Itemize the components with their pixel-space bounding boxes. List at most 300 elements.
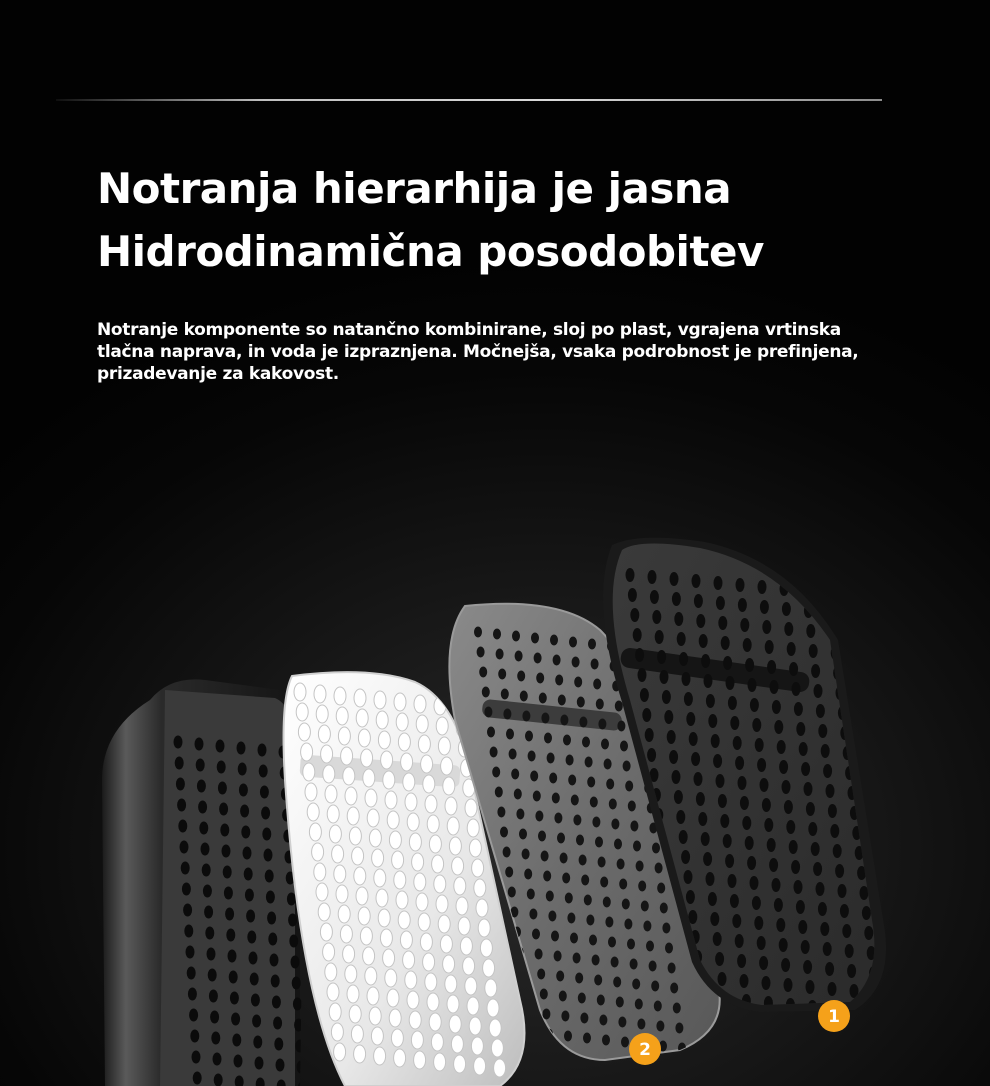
- hole: [818, 902, 827, 916]
- hole: [526, 1027, 534, 1038]
- hole: [535, 949, 543, 960]
- hole: [806, 802, 815, 816]
- hole: [651, 981, 659, 992]
- hole: [667, 730, 676, 744]
- hole: [451, 1035, 463, 1053]
- hole: [718, 794, 727, 808]
- hole: [396, 891, 408, 909]
- hole: [323, 943, 335, 961]
- hole: [577, 697, 585, 708]
- hole: [670, 572, 679, 586]
- hole: [733, 736, 742, 750]
- hole: [264, 849, 273, 862]
- hole: [628, 801, 636, 812]
- hole: [740, 974, 749, 988]
- hole: [524, 869, 532, 880]
- hole: [391, 1029, 403, 1047]
- hole: [747, 856, 756, 870]
- hole: [779, 760, 788, 774]
- hole: [329, 825, 341, 843]
- hole: [271, 975, 280, 988]
- hole: [517, 671, 525, 682]
- hole: [438, 915, 450, 933]
- hole: [672, 770, 681, 784]
- hole: [619, 879, 627, 890]
- hole: [358, 907, 370, 925]
- hole: [405, 793, 417, 811]
- hole: [491, 1039, 503, 1057]
- hole: [261, 807, 270, 820]
- hole: [231, 1013, 240, 1026]
- hole: [794, 702, 803, 716]
- hole: [796, 900, 805, 914]
- hole: [482, 687, 490, 698]
- hole: [204, 906, 213, 919]
- hole: [174, 736, 183, 749]
- hole: [208, 969, 217, 982]
- hole: [713, 754, 722, 768]
- hole: [828, 804, 837, 818]
- hole: [721, 636, 730, 650]
- hole: [396, 713, 408, 731]
- hole: [668, 963, 676, 974]
- hole: [385, 969, 397, 987]
- hole: [192, 1051, 201, 1064]
- hole: [762, 976, 771, 990]
- hole: [776, 918, 785, 932]
- hole: [202, 864, 211, 877]
- hole: [764, 818, 773, 832]
- hole: [762, 798, 771, 812]
- hole: [606, 779, 614, 790]
- hole: [635, 648, 644, 662]
- hole: [436, 717, 448, 735]
- hole: [803, 960, 812, 974]
- hole: [363, 769, 375, 787]
- hole: [298, 723, 310, 741]
- hole: [539, 693, 547, 704]
- hole: [576, 835, 584, 846]
- hole: [356, 887, 368, 905]
- hole: [407, 991, 419, 1009]
- hole: [537, 969, 545, 980]
- hole: [303, 763, 315, 781]
- hole: [617, 859, 625, 870]
- hole: [434, 875, 446, 893]
- hole: [425, 973, 437, 991]
- hole: [329, 1003, 341, 1021]
- hole: [436, 895, 448, 913]
- hole: [635, 999, 643, 1010]
- hole: [518, 967, 526, 978]
- hole: [184, 925, 193, 938]
- description-text: Notranje komponente so natančno kombinirane, sloj po plast, vgrajena vrtinska tlačna naprava, in voda je izpraznjena. Močnejša, vsaka podrobnost je prefinjena, prizadevanje za kakovost.: [97, 320, 859, 384]
- hole: [542, 1009, 550, 1020]
- hole: [398, 733, 410, 751]
- hole: [259, 765, 268, 778]
- hole: [784, 978, 793, 992]
- hole: [356, 709, 368, 727]
- hole: [599, 1015, 607, 1026]
- hole: [567, 913, 575, 924]
- hole: [716, 596, 725, 610]
- divider-line: [56, 99, 882, 101]
- hole: [637, 1019, 645, 1030]
- hole: [490, 747, 498, 758]
- hole: [522, 849, 530, 860]
- hole: [414, 873, 426, 891]
- hole: [711, 734, 720, 748]
- hole: [759, 956, 768, 970]
- hole: [765, 640, 774, 654]
- hole: [789, 840, 798, 854]
- hole: [569, 637, 577, 648]
- hole: [374, 691, 386, 709]
- hole: [485, 979, 497, 997]
- hole: [320, 923, 332, 941]
- hole: [249, 952, 258, 965]
- hole: [613, 977, 621, 988]
- hole: [447, 995, 459, 1013]
- hole: [268, 933, 277, 946]
- hole: [343, 945, 355, 963]
- hole: [589, 935, 597, 946]
- hole: [331, 1023, 343, 1041]
- hole: [655, 630, 664, 644]
- hole: [421, 755, 433, 773]
- hole: [332, 845, 344, 863]
- showerhead-exploded-view: [0, 520, 990, 1086]
- hole: [441, 757, 453, 775]
- hole: [487, 999, 499, 1017]
- hole: [677, 632, 686, 646]
- hole: [334, 1043, 346, 1061]
- hole: [365, 967, 377, 985]
- hole: [825, 962, 834, 976]
- hole: [489, 1019, 501, 1037]
- hole: [262, 828, 271, 841]
- hole: [630, 821, 638, 832]
- hole: [187, 967, 196, 980]
- hole: [378, 731, 390, 749]
- hole: [579, 717, 587, 728]
- hole: [554, 951, 562, 962]
- hole: [598, 719, 606, 730]
- svg-text:2: 2: [639, 1040, 651, 1060]
- hole: [469, 1017, 481, 1035]
- hole: [696, 792, 705, 806]
- hole: [656, 1021, 664, 1032]
- hole: [394, 1049, 406, 1067]
- hole: [360, 927, 372, 945]
- hole: [701, 832, 710, 846]
- hole: [654, 1001, 662, 1012]
- hole: [630, 608, 639, 622]
- hole: [566, 755, 574, 766]
- hole: [587, 777, 595, 788]
- hole: [794, 880, 803, 894]
- hole: [813, 862, 822, 876]
- hole: [826, 606, 835, 620]
- hole: [694, 772, 703, 786]
- hole: [552, 793, 560, 804]
- hole: [394, 871, 406, 889]
- hole: [796, 722, 805, 736]
- hole: [760, 600, 769, 614]
- hole: [774, 720, 783, 734]
- hole: [250, 973, 259, 986]
- hole: [369, 1007, 381, 1025]
- hole: [274, 1038, 283, 1051]
- hole: [804, 782, 813, 796]
- hole: [646, 941, 654, 952]
- hole: [203, 885, 212, 898]
- hole: [288, 914, 297, 927]
- hole: [676, 810, 685, 824]
- hole: [536, 673, 544, 684]
- hole: [570, 933, 578, 944]
- hole: [743, 638, 752, 652]
- hole: [549, 773, 557, 784]
- hole: [772, 878, 781, 892]
- hole: [217, 761, 226, 774]
- hole: [365, 789, 377, 807]
- hole: [694, 594, 703, 608]
- hole: [416, 715, 428, 733]
- hole: [572, 657, 580, 668]
- hole: [679, 830, 688, 844]
- hole: [620, 741, 628, 752]
- hole: [515, 651, 523, 662]
- hole: [429, 1013, 441, 1031]
- hole: [617, 721, 625, 732]
- hole: [178, 820, 187, 833]
- hole: [409, 833, 421, 851]
- hole: [272, 996, 281, 1009]
- hole: [737, 954, 746, 968]
- hole: [345, 787, 357, 805]
- hole: [493, 629, 501, 640]
- hole: [496, 649, 504, 660]
- hole: [643, 921, 651, 932]
- hole: [641, 901, 649, 912]
- hole: [626, 568, 635, 582]
- hole: [519, 829, 527, 840]
- hole: [723, 656, 732, 670]
- hole: [294, 1019, 303, 1032]
- hole: [255, 1057, 264, 1070]
- hole: [195, 738, 204, 751]
- hole: [244, 868, 253, 881]
- hole: [588, 639, 596, 650]
- hole: [540, 989, 548, 1000]
- hole: [757, 936, 766, 950]
- hole: [679, 652, 688, 666]
- hole: [381, 751, 393, 769]
- hole: [784, 800, 793, 814]
- hole: [251, 994, 260, 1007]
- hole: [826, 784, 835, 798]
- hole: [581, 875, 589, 886]
- hole: [383, 949, 395, 967]
- hole: [701, 654, 710, 668]
- hole: [270, 954, 279, 967]
- hole: [325, 963, 337, 981]
- hole: [229, 971, 238, 984]
- hole: [471, 1037, 483, 1055]
- hole: [801, 940, 810, 954]
- hole: [544, 733, 552, 744]
- hole: [247, 931, 256, 944]
- hole: [312, 843, 324, 861]
- hole: [708, 714, 717, 728]
- hole: [670, 983, 678, 994]
- hole: [808, 822, 817, 836]
- hole: [596, 699, 604, 710]
- hole: [703, 852, 712, 866]
- hole: [243, 847, 252, 860]
- hole: [276, 1059, 285, 1072]
- hole: [425, 795, 437, 813]
- hole: [230, 992, 239, 1005]
- hole: [786, 820, 795, 834]
- hole: [416, 893, 428, 911]
- hole: [525, 731, 533, 742]
- hole: [318, 725, 330, 743]
- hole: [327, 805, 339, 823]
- hole: [228, 950, 237, 963]
- hole: [758, 580, 767, 594]
- hole: [506, 729, 514, 740]
- hole: [292, 977, 301, 990]
- hole: [239, 784, 248, 797]
- hole: [336, 885, 348, 903]
- hole: [593, 679, 601, 690]
- hole: [296, 703, 308, 721]
- hole: [467, 997, 479, 1015]
- hole: [750, 698, 759, 712]
- hole: [772, 700, 781, 714]
- hole: [469, 839, 481, 857]
- hole: [447, 817, 459, 835]
- hole: [726, 676, 735, 690]
- hole: [664, 710, 673, 724]
- hole: [532, 929, 540, 940]
- hole: [414, 695, 426, 713]
- hole: [718, 972, 727, 986]
- hole: [465, 799, 477, 817]
- hole: [358, 729, 370, 747]
- hole: [180, 841, 189, 854]
- hole: [443, 955, 455, 973]
- hole: [523, 1007, 531, 1018]
- hole: [376, 711, 388, 729]
- hole: [343, 767, 355, 785]
- hole: [798, 920, 807, 934]
- hole: [201, 843, 210, 856]
- hole: [821, 744, 830, 758]
- hole: [495, 787, 503, 798]
- hole: [686, 712, 695, 726]
- hole: [767, 660, 776, 674]
- hole: [334, 865, 346, 883]
- hole: [559, 991, 567, 1002]
- hole: [621, 1037, 629, 1048]
- hole: [769, 858, 778, 872]
- hole: [655, 863, 663, 874]
- hole: [456, 897, 468, 915]
- hole: [273, 1017, 282, 1030]
- hole: [454, 1055, 466, 1073]
- hole: [289, 935, 298, 948]
- hole: [672, 592, 681, 606]
- hole: [374, 1047, 386, 1065]
- hole: [782, 780, 791, 794]
- hole: [445, 975, 457, 993]
- hole: [527, 889, 535, 900]
- hole: [645, 728, 654, 742]
- hole: [367, 987, 379, 1005]
- hole: [630, 959, 638, 970]
- hole: [182, 883, 191, 896]
- hole: [605, 917, 613, 928]
- hole: [806, 980, 815, 994]
- hole: [198, 801, 207, 814]
- hole: [799, 742, 808, 756]
- hole: [550, 635, 558, 646]
- hole: [740, 618, 749, 632]
- hole: [706, 694, 715, 708]
- hole: [351, 1025, 363, 1043]
- hole: [665, 943, 673, 954]
- hole: [652, 610, 661, 624]
- hole: [660, 670, 669, 684]
- hole: [546, 891, 554, 902]
- hole: [347, 807, 359, 825]
- hole: [265, 870, 274, 883]
- hole: [638, 668, 647, 682]
- hole: [736, 578, 745, 592]
- hole: [762, 620, 771, 634]
- hole: [828, 982, 837, 996]
- hole: [560, 715, 568, 726]
- hole: [816, 882, 825, 896]
- hole: [452, 857, 464, 875]
- hole: [738, 776, 747, 790]
- hole: [564, 1031, 572, 1042]
- hole: [787, 642, 796, 656]
- hole: [752, 896, 761, 910]
- hole: [378, 909, 390, 927]
- hole: [627, 939, 635, 950]
- hole: [403, 951, 415, 969]
- hole: [409, 1011, 421, 1029]
- hole: [675, 1023, 683, 1034]
- hole: [779, 938, 788, 952]
- hole: [818, 724, 827, 738]
- hole: [594, 975, 602, 986]
- hole: [474, 627, 482, 638]
- hole: [541, 851, 549, 862]
- hole: [237, 742, 246, 755]
- hole: [534, 653, 542, 664]
- hole: [376, 889, 388, 907]
- hole: [449, 1015, 461, 1033]
- hole: [367, 809, 379, 827]
- hole: [820, 922, 829, 936]
- hole: [400, 931, 412, 949]
- hole: [563, 735, 571, 746]
